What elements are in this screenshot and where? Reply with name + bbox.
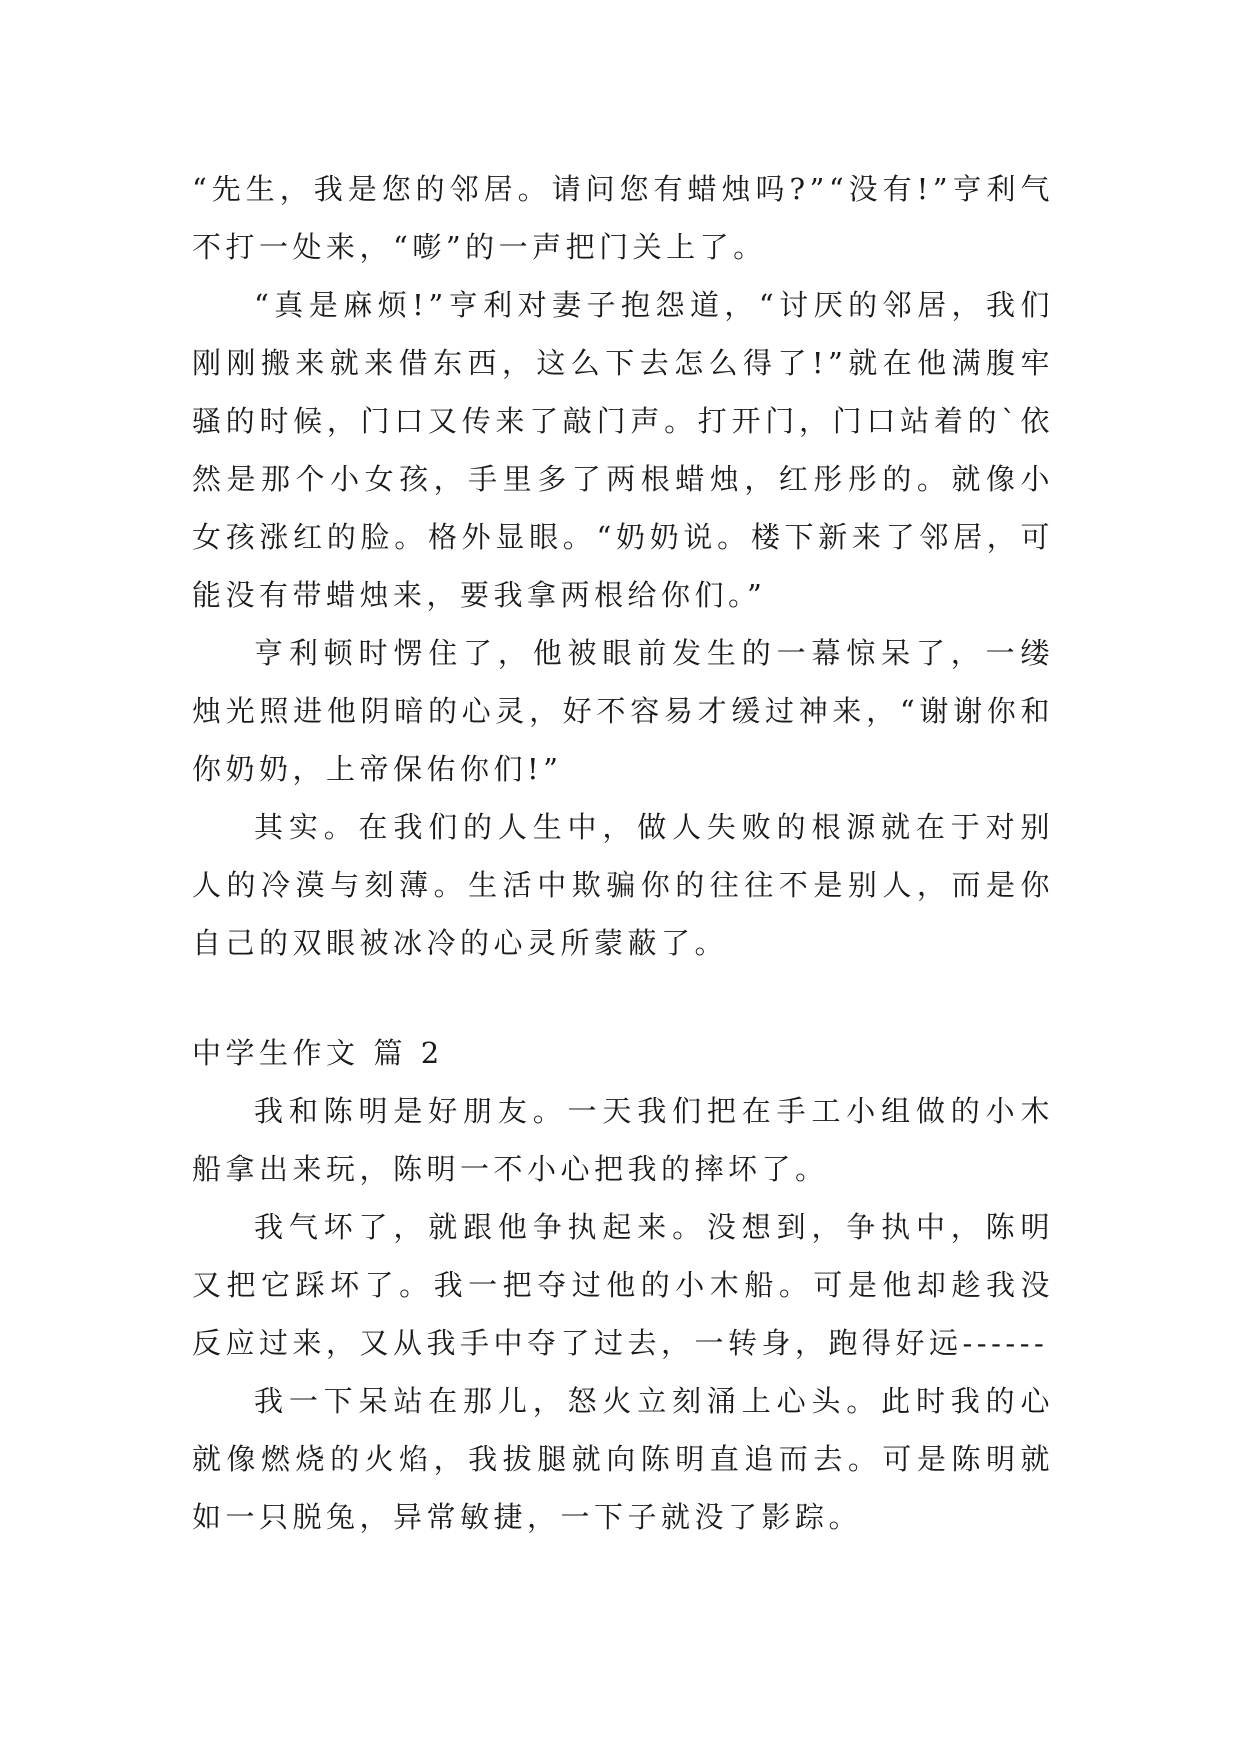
section-heading-title: 中学生作文	[192, 1036, 360, 1070]
section-heading-number: 篇 2	[373, 1036, 444, 1070]
document-page	[192, 160, 1054, 1546]
section-heading	[192, 1024, 1054, 1082]
paragraph-4: 其实。在我们的人生中，做人失败的根源就在于对别人的冷漠与刻薄。生活中欺骗你的往往不是别人，而是你自己的双眼被冰冷的心灵所蒙蔽了。	[192, 810, 1054, 960]
paragraph-7: 我一下呆站在那儿，怒火立刻涌上心头。此时我的心就像燃烧的火焰，我拔腿就向陈明直追而去。可是陈明就如一只脱兔，异常敏捷，一下子就没了影踪。	[192, 1384, 1054, 1534]
paragraph-2: “真是麻烦!”亨利对妻子抱怨道，“讨厌的邻居，我们刚刚搬来就来借东西，这么下去怎么得了!”就在他满腹牢骚的时候，门口又传来了敲门声。打开门，门口站着的`依然是那个小女孩，手里多了两根蜡烛，红彤彤的。就像小女孩涨红的脸。格外显眼。“奶奶说。楼下新来了邻居，可能没有带蜡烛来，要我拿两根给你们。”	[192, 288, 1054, 612]
paragraph-3: 亨利顿时愣住了，他被眼前发生的一幕惊呆了，一缕烛光照进他阴暗的心灵，好不容易才缓过神来，“谢谢你和你奶奶，上帝保佑你们!”	[192, 636, 1054, 786]
paragraph-1: “先生，我是您的邻居。请问您有蜡烛吗?”“没有!”亨利气不打一处来，“嘭”的一声把门关上了。	[192, 172, 1054, 264]
paragraph-6: 我气坏了，就跟他争执起来。没想到，争执中，陈明又把它踩坏了。我一把夺过他的小木船。可是他却趁我没反应过来，又从我手中夺了过去，一转身，跑得好远------	[192, 1210, 1054, 1360]
paragraph-5: 我和陈明是好朋友。一天我们把在手工小组做的小木船拿出来玩，陈明一不小心把我的摔坏了。	[192, 1094, 1054, 1186]
